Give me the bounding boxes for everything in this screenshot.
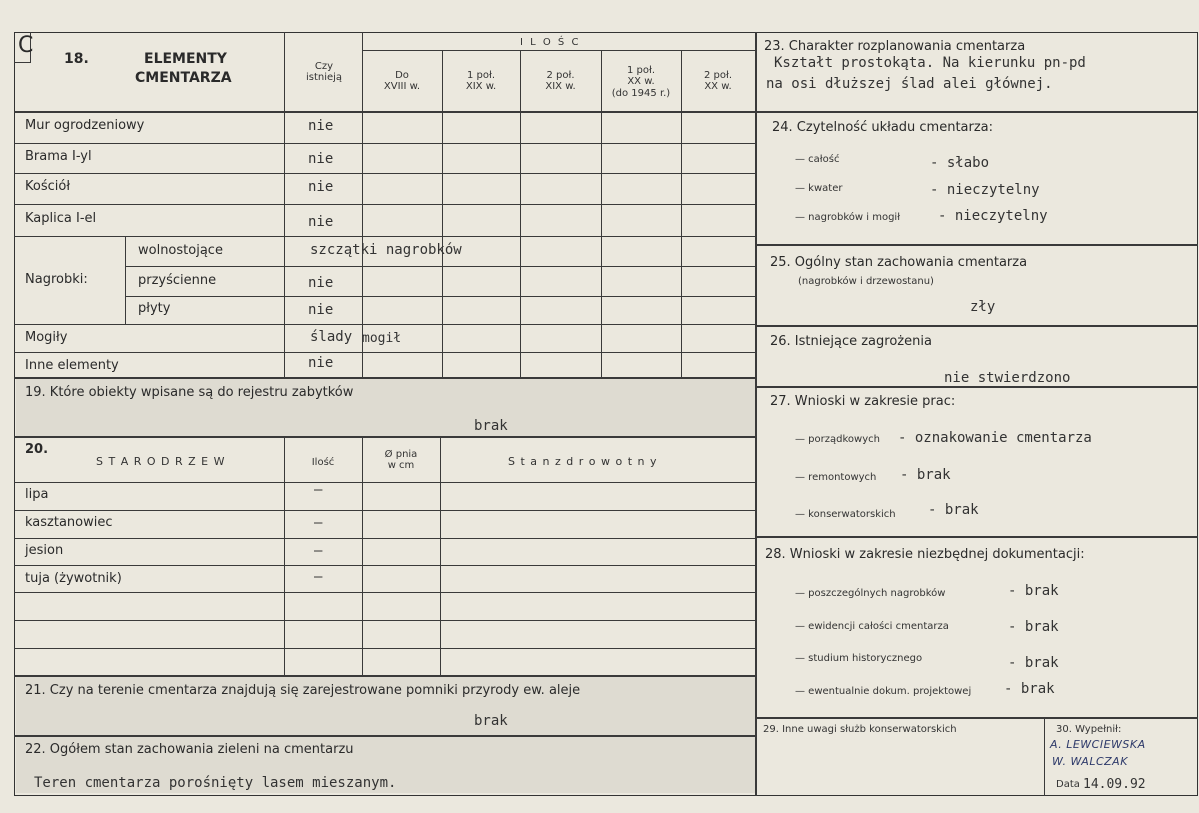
c-box-bottom: [14, 62, 31, 63]
s28-key-4: — ewentualnie dokum. projektowej: [795, 686, 972, 697]
vline-20-pnia: [362, 436, 363, 675]
s20-col-pnia-1: Ø pnia: [384, 449, 418, 460]
s27-key-remontowych: — remontowych: [795, 472, 877, 483]
s23-line1: Kształt prostokąta. Na kierunku pn-pd: [774, 55, 1086, 71]
row-label-przysc: przyścienne: [138, 273, 217, 288]
col2-l1: 1 poł.: [466, 70, 496, 81]
row-value-mogily: ślady: [310, 329, 353, 345]
vline-c4: [601, 50, 602, 377]
s27-key-konserwatorskich: — konserwatorskich: [795, 509, 896, 520]
s21-label: 21. Czy na terenie cmentarza znajdują się zarejestrowane pomniki przyrody ew. aleje: [25, 683, 581, 698]
ilosc-header: I L O Ś C: [520, 37, 581, 48]
hline-20-r2: [14, 538, 755, 539]
hline-r6: [125, 296, 755, 297]
tree-name-jesion: jesion: [25, 543, 64, 558]
s30-date: 14.09.92: [1083, 777, 1146, 792]
s28-val-2: - brak: [1008, 619, 1059, 635]
hline-ilosc: [362, 50, 755, 51]
s23-label: 23. Charakter rozplanowania cmentarza: [764, 39, 1026, 54]
hline-head: [14, 111, 755, 113]
s24-key-kwater: — kwater: [795, 183, 843, 194]
s30-name2: W. WALCZAK: [1052, 755, 1128, 768]
col-exists-1: Czy: [314, 61, 334, 72]
vline-c3: [520, 50, 521, 377]
hline-20: [14, 436, 755, 438]
s20-col-stan: S t a n z d r o w o t n y: [508, 455, 658, 468]
hline-r1: [14, 143, 755, 144]
hline-20-r3: [14, 565, 755, 566]
s28-val-1: - brak: [1008, 583, 1059, 599]
s28-val-4: - brak: [1004, 681, 1055, 697]
row-value-kosciol: nie: [308, 179, 334, 195]
row-label-inne: Inne elementy: [25, 358, 119, 373]
section-title-1: ELEMENTY: [144, 51, 227, 67]
s24-val-calosc: - słabo: [930, 155, 990, 171]
col1-l2: XVIII w.: [383, 81, 421, 92]
s22-label: 22. Ogółem stan zachowania zieleni na cmentarzu: [25, 742, 354, 757]
tree-ilosc-tuja: –: [314, 569, 323, 585]
col1-l1: Do: [395, 70, 409, 81]
hline-20-r6: [14, 648, 755, 649]
s27-val-remontowych: - brak: [900, 467, 951, 483]
tree-ilosc-jesion: –: [314, 543, 323, 559]
s26-value: nie stwierdzono: [944, 370, 1071, 386]
col5-l2: XX w.: [704, 81, 732, 92]
s28-key-3: — studium historycznego: [795, 653, 923, 664]
s23-line2: na osi dłuższej ślad alei głównej.: [766, 76, 1053, 92]
s28-key-2: — ewidencji całości cmentarza: [795, 621, 949, 632]
hline-21: [14, 675, 755, 677]
hline-19: [14, 377, 755, 379]
s25-sub: (nagrobków i drzewostanu): [798, 276, 934, 287]
s27-val-konserwatorskich: - brak: [928, 502, 979, 518]
hline-28: [755, 536, 1198, 538]
hline-r3: [14, 204, 755, 205]
s24-key-calosc: — całość: [795, 154, 840, 165]
hline-20-r1: [14, 510, 755, 511]
row-value-wolno: szczątki nagrobków: [310, 242, 462, 258]
section-title-2: CMENTARZA: [135, 70, 232, 86]
s29-label: 29. Inne uwagi służb konserwatorskich: [763, 724, 957, 735]
s22-value: Teren cmentarza porośnięty lasem mieszanym.: [34, 775, 397, 791]
s24-label: 24. Czytelność układu cmentarza:: [772, 120, 994, 135]
hline-r4: [14, 236, 755, 237]
row-value-mogily-2: mogił: [362, 331, 402, 346]
col-exists-2: istnieją: [305, 72, 343, 83]
s26-label: 26. Istniejące zagrożenia: [770, 334, 932, 349]
row-label-mur: Mur ogrodzeniowy: [25, 118, 145, 133]
s30-name1: A. LEWCIEWSKA: [1050, 738, 1146, 751]
s24-val-nagrobki: - nieczytelny: [938, 208, 1048, 224]
s20-col-ilosc: Ilość: [311, 457, 335, 468]
s30-label: 30. Wypełnił:: [1056, 724, 1122, 735]
s28-key-1: — poszczególnych nagrobków: [795, 588, 946, 599]
s27-key-porzadkowych: — porządkowych: [795, 434, 880, 445]
col4-l3: (do 1945 r.): [611, 88, 671, 99]
row-label-plyty: płyty: [138, 301, 171, 316]
tree-ilosc-kasztanowiec: –: [314, 515, 323, 531]
s19-label: 19. Które obiekty wpisane są do rejestru zabytków: [25, 385, 354, 400]
row-value-mur: nie: [308, 118, 334, 134]
hline-r8: [14, 352, 755, 353]
hline-20-head: [14, 482, 755, 483]
row-value-brama: nie: [308, 151, 334, 167]
col2-l2: XIX w.: [465, 81, 497, 92]
hline-25: [755, 244, 1198, 246]
hline-20-r5: [14, 620, 755, 621]
hline-r5: [125, 266, 755, 267]
row-label-brama: Brama I-yl: [25, 149, 92, 164]
tree-name-lipa: lipa: [25, 487, 49, 502]
hline-20-r4: [14, 592, 755, 593]
vline-nagrobki: [125, 236, 126, 324]
s30-date-label: Data: [1056, 779, 1080, 790]
row-label-mogily: Mogiły: [25, 330, 68, 345]
vline-c2: [442, 50, 443, 377]
s20-num: 20.: [25, 442, 49, 457]
s24-val-kwater: - nieczytelny: [930, 182, 1040, 198]
hline-22: [14, 735, 755, 737]
vline-30: [1044, 717, 1045, 796]
row-label-kosciol: Kościół: [25, 179, 71, 194]
row-value-plyty: nie: [308, 302, 334, 318]
s21-value: brak: [474, 713, 508, 729]
row-value-przysc: nie: [308, 275, 334, 291]
col3-l1: 2 poł.: [546, 70, 575, 81]
hline-24: [755, 111, 1198, 113]
s28-label: 28. Wnioski w zakresie niezbędnej dokumentacji:: [765, 547, 1085, 562]
row-value-kaplica: nie: [308, 214, 334, 230]
s25-value: zły: [970, 299, 996, 315]
hline-29: [755, 717, 1198, 719]
s25-label: 25. Ogólny stan zachowania cmentarza: [770, 255, 1028, 270]
vline-20-ilosc: [284, 436, 285, 675]
col3-l2: XIX w.: [545, 81, 576, 92]
tree-name-kasztanowiec: kasztanowiec: [25, 515, 113, 530]
row-label-wolno: wolnostojące: [138, 243, 223, 258]
divider-main: [755, 32, 757, 796]
col4-l1: 1 poł.: [626, 65, 656, 76]
col4-l2: XX w.: [627, 76, 655, 87]
s24-key-nagrobki: — nagrobków i mogił: [795, 212, 901, 223]
col5-l1: 2 poł.: [703, 70, 733, 81]
row-label-nagrobki: Nagrobki:: [25, 272, 88, 287]
section-letter: C: [18, 33, 34, 58]
vline-c5: [681, 50, 682, 377]
hline-r7: [14, 324, 755, 325]
s19-value: brak: [474, 418, 508, 434]
tree-name-tuja: tuja (żywotnik): [25, 571, 122, 586]
row-value-inne: nie: [308, 355, 334, 371]
s27-val-porzadkowych: - oznakowanie cmentarza: [898, 430, 1092, 446]
s20-col-pnia-2: w cm: [387, 460, 415, 471]
section-num: 18.: [64, 51, 89, 67]
s28-val-3: - brak: [1008, 655, 1059, 671]
row-label-kaplica: Kaplica I-el: [25, 211, 97, 226]
s27-label: 27. Wnioski w zakresie prac:: [770, 394, 956, 409]
vline-20-stan: [440, 436, 441, 675]
hline-26: [755, 325, 1198, 327]
tree-ilosc-lipa: –: [314, 482, 323, 498]
s20-title: S T A R O D R Z E W: [96, 455, 226, 468]
hline-r2: [14, 173, 755, 174]
hline-27: [755, 386, 1198, 388]
